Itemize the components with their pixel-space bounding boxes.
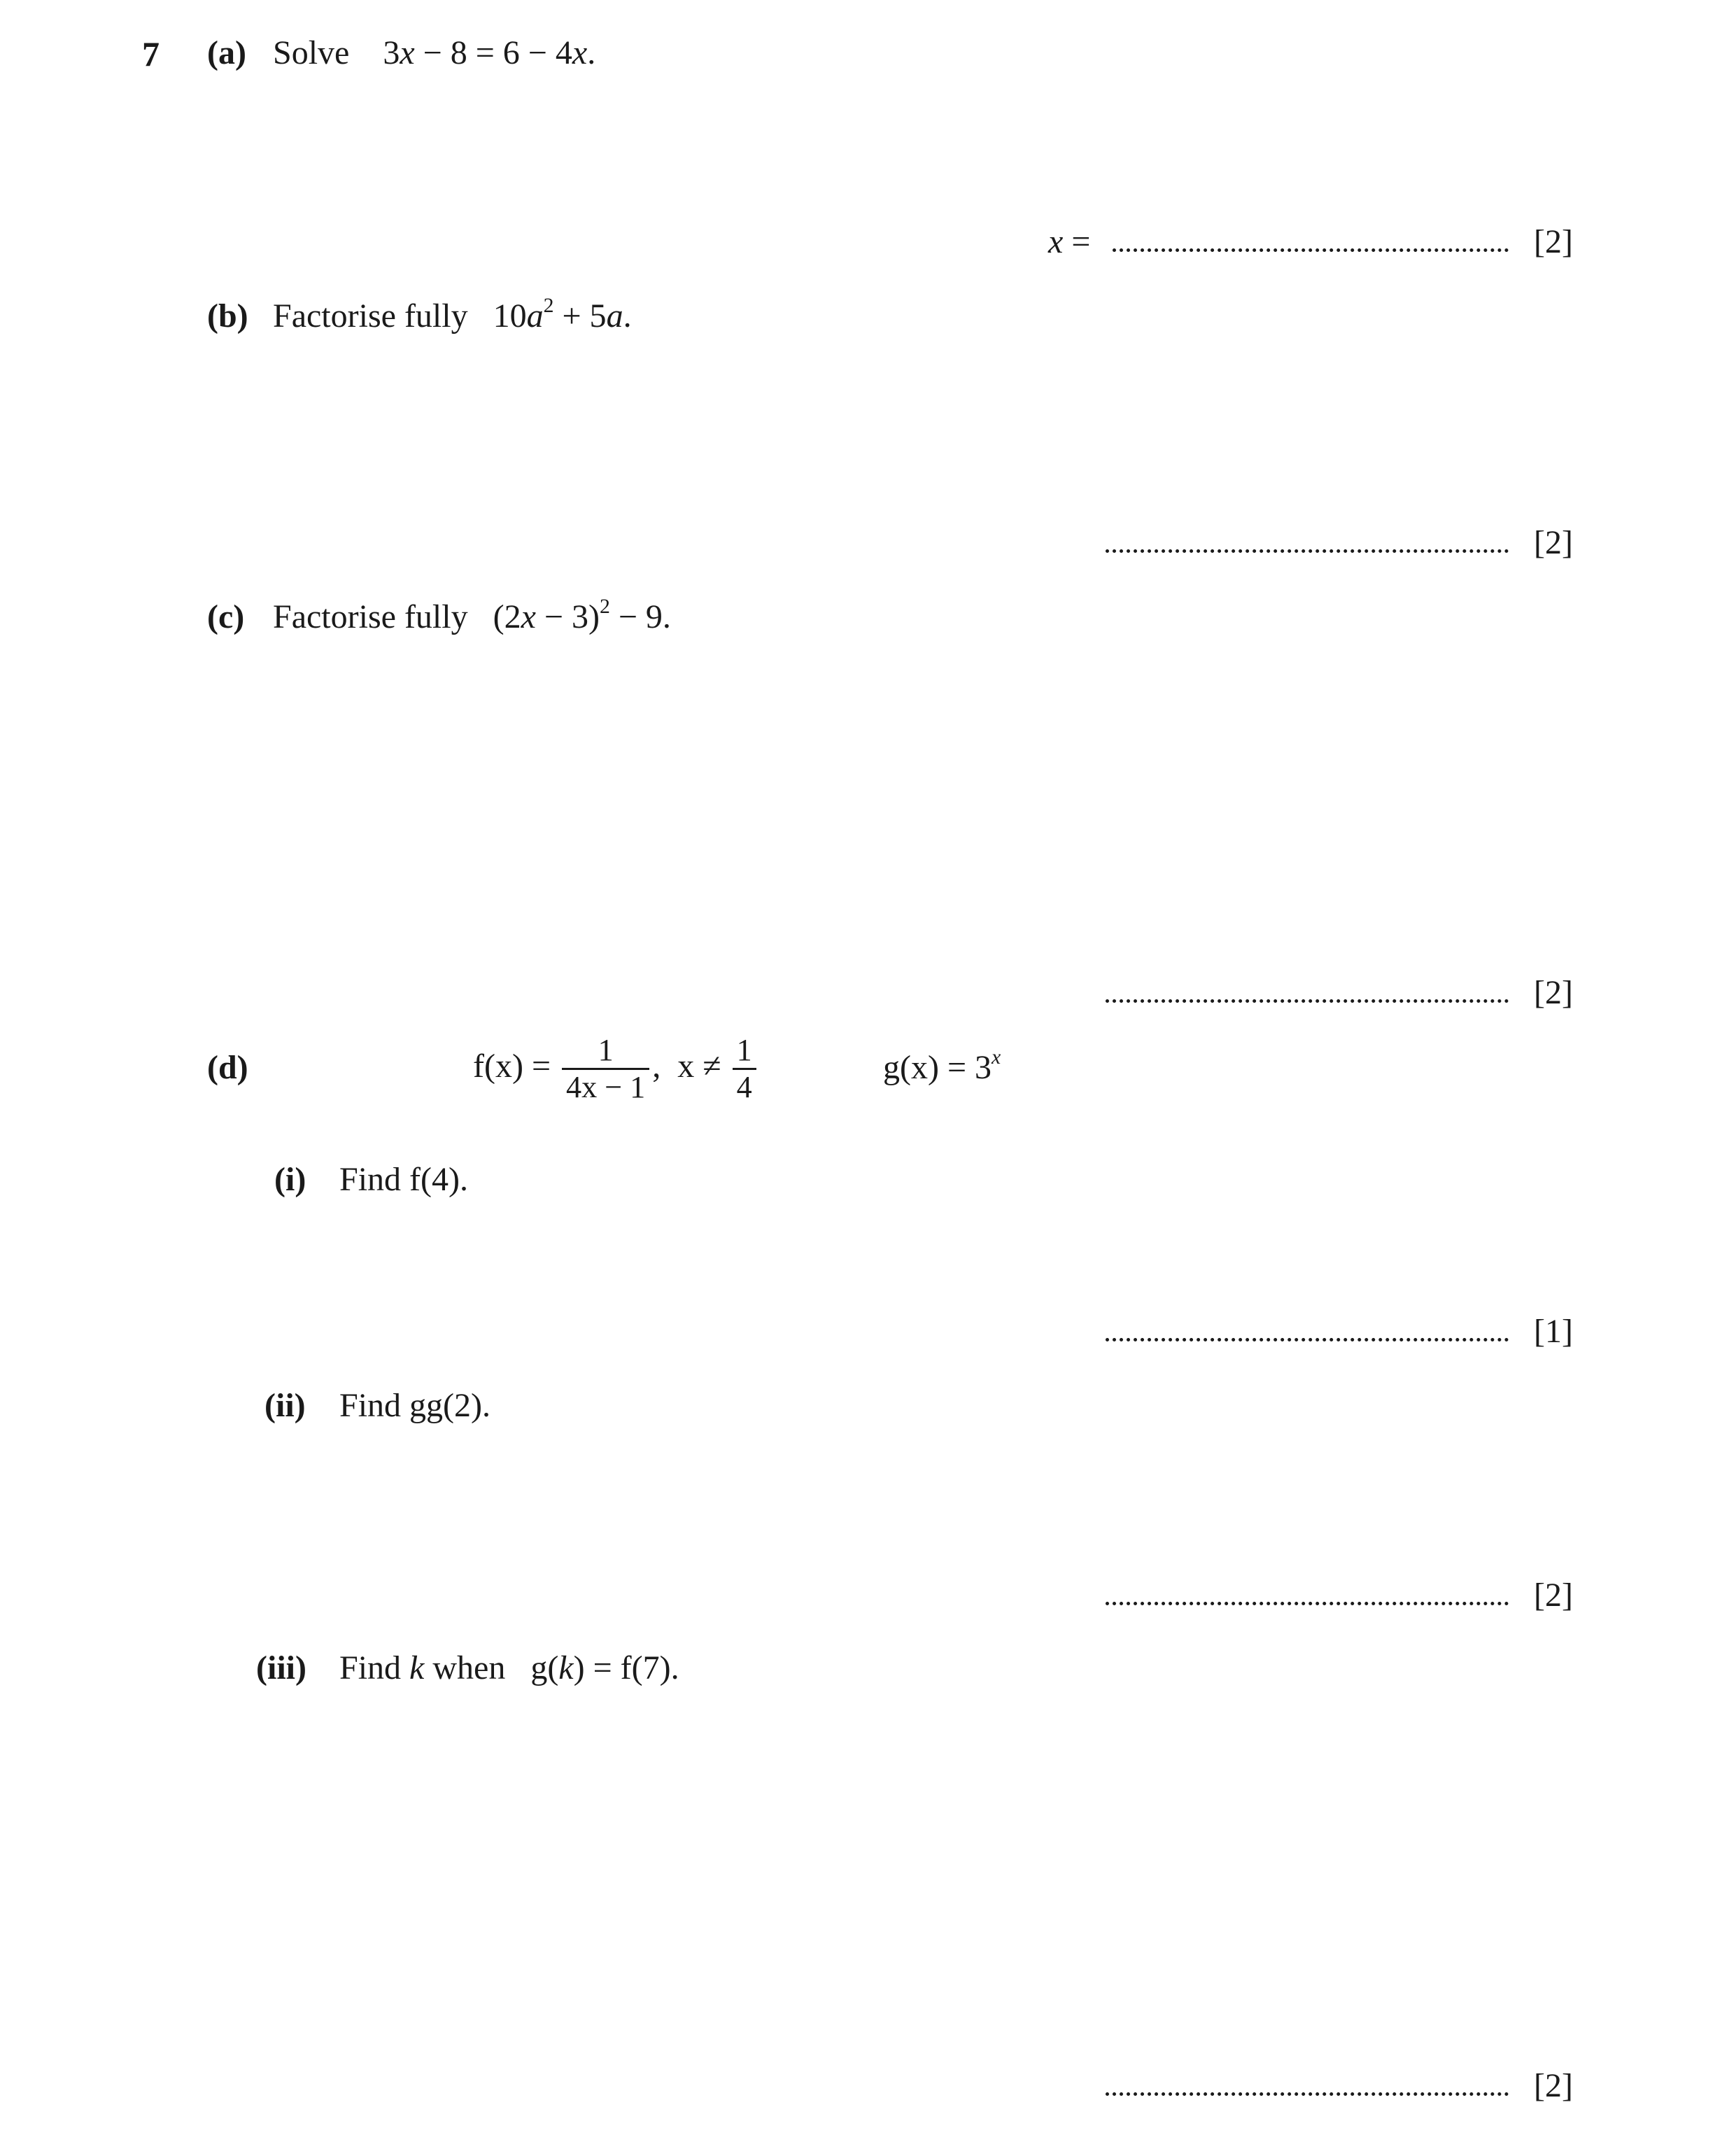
part-a-answer-line[interactable] xyxy=(1113,248,1509,252)
part-d-iii-find: Find xyxy=(339,1649,402,1686)
f-def-left: f(x) = xyxy=(473,1047,551,1085)
part-a-text: Solve xyxy=(273,34,350,71)
part-d-iii-prompt xyxy=(339,1651,679,1685)
part-a-equation: 3x − 8 = 6 − 4x. xyxy=(383,34,596,71)
part-d-iii-k: k xyxy=(409,1649,425,1686)
f-condition: x ≠ xyxy=(677,1047,721,1085)
part-b-label: (b) xyxy=(207,297,248,334)
part-b-answer-line[interactable] xyxy=(1106,549,1509,553)
condition-denominator: 4 xyxy=(736,1070,752,1105)
question-number: 7 xyxy=(142,34,160,73)
function-g-definition xyxy=(883,1045,1001,1086)
part-d-iii-equation: g(k) = f(7). xyxy=(530,1649,679,1686)
part-c-expression: $(2x - 3)^2 - 9$. xyxy=(493,594,671,635)
g-def: g(x) = 3 xyxy=(883,1049,992,1086)
part-a-marks: [2] xyxy=(1534,223,1573,260)
part-d-ii-text: Find gg(2). xyxy=(339,1387,491,1424)
part-d-ii-marks: [2] xyxy=(1534,1577,1573,1614)
part-a-prompt xyxy=(273,36,595,70)
part-c-marks: [2] xyxy=(1534,974,1573,1011)
part-d-iii-label: (iii) xyxy=(256,1649,306,1686)
function-f-definition: f(x) = $\frac{1}{4x - 1}$ , x ≠ $\frac{1}{4}$ xyxy=(473,1034,759,1104)
g-exponent: x xyxy=(992,1045,1001,1069)
condition-numerator: 1 xyxy=(733,1034,756,1070)
condition-fraction xyxy=(733,1034,756,1104)
part-c-text: Factorise fully xyxy=(273,598,468,635)
part-c-label: (c) xyxy=(207,598,245,635)
f-fraction xyxy=(562,1034,649,1104)
part-d-i-answer-line[interactable] xyxy=(1106,1338,1509,1341)
part-a-answer-prefix: x = xyxy=(1048,223,1091,260)
part-b-text: Factorise fully xyxy=(273,297,468,334)
f-numerator: 1 xyxy=(562,1034,649,1070)
part-d-i-label: (i) xyxy=(274,1161,306,1198)
f-denominator: 4x − 1 xyxy=(566,1070,646,1105)
part-d-i-marks: [1] xyxy=(1534,1313,1573,1350)
part-d-iii-marks: [2] xyxy=(1534,2067,1573,2104)
part-a-label: (a) xyxy=(207,34,246,71)
part-d-iii-answer-line[interactable] xyxy=(1106,2092,1509,2096)
part-c-answer-line[interactable] xyxy=(1106,999,1509,1003)
part-d-ii-label: (ii) xyxy=(264,1387,306,1424)
part-c-prompt xyxy=(273,594,671,635)
part-d-i-text: Find f(4). xyxy=(339,1161,468,1198)
part-b-expression: $10a^2 + 5a$. xyxy=(493,293,632,334)
part-d-label: (d) xyxy=(207,1049,248,1086)
part-d-ii-answer-line[interactable] xyxy=(1106,1602,1509,1605)
part-d-iii-when: when xyxy=(432,1649,506,1686)
part-b-marks: [2] xyxy=(1534,524,1573,561)
part-b-prompt xyxy=(273,293,632,334)
